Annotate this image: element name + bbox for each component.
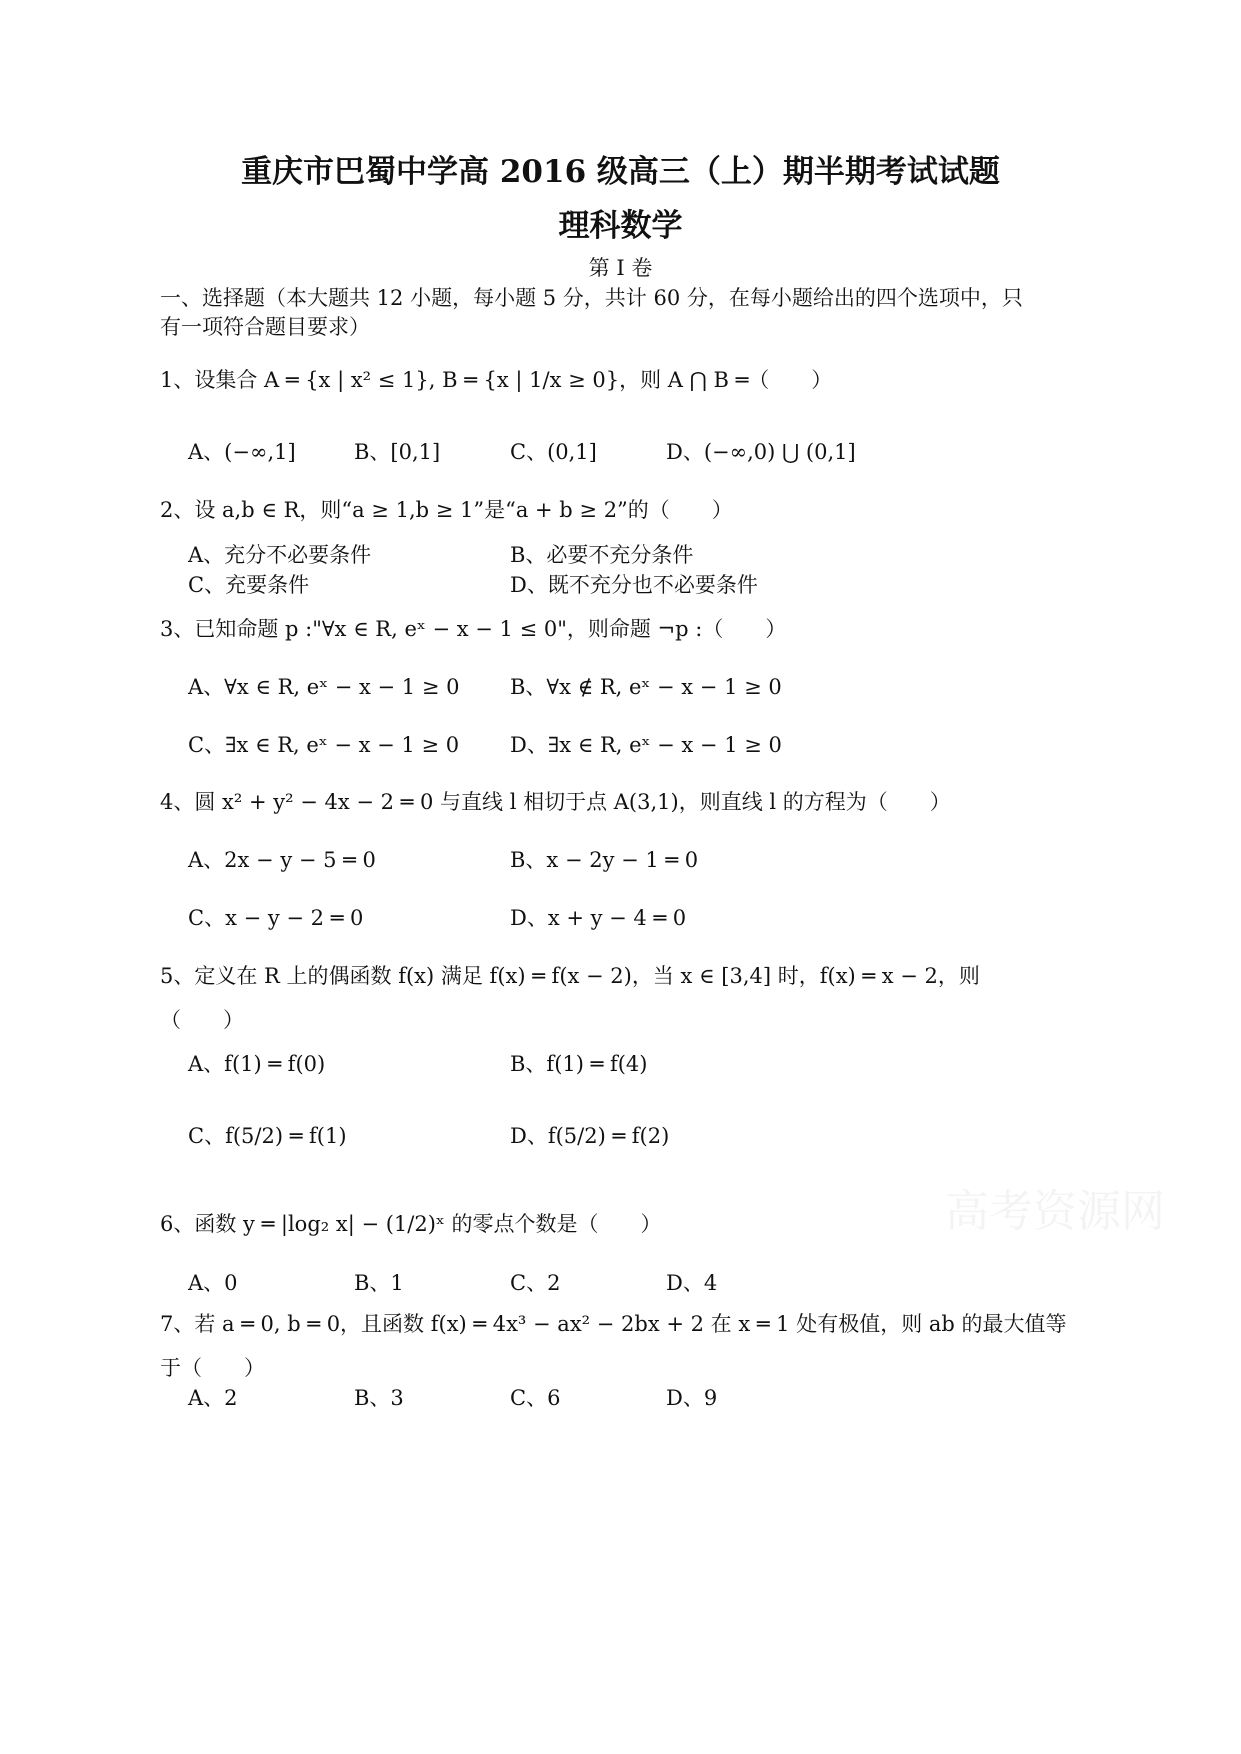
question-5-option-c: C、f(5/2) ═ f(1) bbox=[188, 1124, 347, 1148]
question-2-option-c: C、充要条件 bbox=[188, 573, 310, 597]
question-3-option-d: D、∃x ∈ R, eˣ − x − 1 ≥ 0 bbox=[510, 733, 782, 757]
question-4-option-a: A、2x − y − 5 ═ 0 bbox=[188, 848, 376, 872]
exam-subtitle: 理科数学 bbox=[558, 208, 683, 244]
question-4-stem: 4、圆 x² + y² − 4x − 2 ═ 0 与直线 l 相切于点 A(3,1)，则直线 l 的方程为（ ） bbox=[160, 790, 951, 814]
question-6-option-a: A、0 bbox=[188, 1271, 238, 1295]
exam-title: 重庆市巴蜀中学高 2016 级高三（上）期半期考试试题 bbox=[241, 154, 1000, 190]
question-6-option-b: B、1 bbox=[354, 1271, 404, 1295]
question-7-option-a: A、2 bbox=[188, 1386, 238, 1410]
question-7-stem: 7、若 a ═ 0, b ═ 0，且函数 f(x) ═ 4x³ − ax² − 2bx + 2 在 x ═ 1 处有极值，则 ab 的最大值等 bbox=[160, 1312, 1067, 1336]
question-7-stem-continued: 于（ ） bbox=[160, 1356, 265, 1380]
question-7-option-b: B、3 bbox=[354, 1386, 404, 1410]
question-7-option-c: C、6 bbox=[510, 1386, 561, 1410]
question-6-option-c: C、2 bbox=[510, 1271, 561, 1295]
section-heading-line1: 一、选择题（本大题共 12 小题，每小题 5 分，共计 60 分，在每小题给出的四个选项中，只 bbox=[160, 286, 1023, 310]
question-5-stem: 5、定义在 R 上的偶函数 f(x) 满足 f(x) ═ f(x − 2)，当 x ∈ [3,4] 时，f(x) ═ x − 2，则 bbox=[160, 964, 980, 988]
question-2-stem: 2、设 a,b ∈ R，则“a ≥ 1,b ≥ 1”是“a + b ≥ 2”的（ ） bbox=[160, 498, 733, 522]
question-5-stem-continued: （ ） bbox=[160, 1008, 244, 1032]
question-4-option-d: D、x + y − 4 ═ 0 bbox=[510, 906, 687, 930]
volume-label: 第 I 卷 bbox=[588, 256, 653, 280]
question-5-option-a: A、f(1) ═ f(0) bbox=[188, 1052, 326, 1076]
question-3-option-b: B、∀x ∉ R, eˣ − x − 1 ≥ 0 bbox=[510, 675, 782, 699]
question-1-option-d: D、(−∞,0) ⋃ (0,1] bbox=[666, 440, 856, 464]
section-heading-line2: 有一项符合题目要求） bbox=[160, 315, 370, 339]
question-6-stem: 6、函数 y ═ |log₂ x| − (1/2)ˣ 的零点个数是（ ） bbox=[160, 1212, 662, 1236]
question-3-stem: 3、已知命题 p :"∀x ∈ R, eˣ − x − 1 ≤ 0"，则命题 ¬p :（ ） bbox=[160, 617, 787, 641]
question-1-option-b: B、[0,1] bbox=[354, 440, 441, 464]
question-6-option-d: D、4 bbox=[666, 1271, 718, 1295]
question-2-option-d: D、既不充分也不必要条件 bbox=[510, 573, 758, 597]
question-2-option-b: B、必要不充分条件 bbox=[510, 543, 694, 567]
question-5-option-d: D、f(5/2) ═ f(2) bbox=[510, 1124, 670, 1148]
question-5-option-b: B、f(1) ═ f(4) bbox=[510, 1052, 648, 1076]
question-2-option-a: A、充分不必要条件 bbox=[188, 543, 372, 567]
watermark-text: 高考资源网 bbox=[945, 1186, 1165, 1237]
question-3-option-c: C、∃x ∈ R, eˣ − x − 1 ≥ 0 bbox=[188, 733, 460, 757]
question-1-stem: 1、设集合 A ═ {x | x² ≤ 1}, B ═ {x | 1/x ≥ 0}，则 A ⋂ B ═（ ） bbox=[160, 368, 833, 392]
question-7-option-d: D、9 bbox=[666, 1386, 718, 1410]
question-1-option-a: A、(−∞,1] bbox=[188, 440, 296, 464]
question-4-option-c: C、x − y − 2 ═ 0 bbox=[188, 906, 364, 930]
question-1-option-c: C、(0,1] bbox=[510, 440, 597, 464]
question-4-option-b: B、x − 2y − 1 ═ 0 bbox=[510, 848, 699, 872]
question-3-option-a: A、∀x ∈ R, eˣ − x − 1 ≥ 0 bbox=[188, 675, 460, 699]
